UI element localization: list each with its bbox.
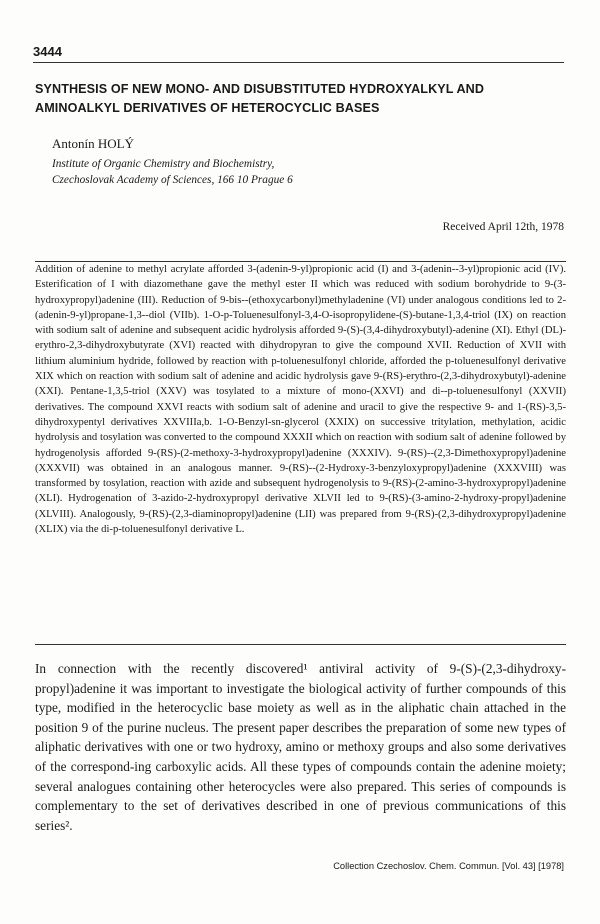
affiliation [52,156,293,188]
article-title: SYNTHESIS OF NEW MONO- AND DISUBSTITUTED HYDROXYALKYL AND AMINOALKYL DERIVATIVES OF HETEROCYCLIC BASES [35,82,485,115]
affiliation-line: Czechoslovak Academy of Sciences, 166 10 Prague 6 [52,174,293,186]
abstract-section [35,261,566,645]
body-paragraph: In connection with the recently discovered¹ antiviral activity of 9-(S)-(2,3-dihydroxy-propyl)adenine it was important to investigate the biological activity of further compounds of this type, modified in the heterocyclic base moiety as well as in the aliphatic chain attached in the position 9 of the purine nucleus. The present paper describes the preparation of some new types of aliphatic derivatives with one or two hydroxy, amino or methoxy groups and also some derivatives of the correspond-ing carboxylic acids. All these types of compounds contain the adenine moiety; several analogues containing other heterocycles were also prepared. This series of compounds is complementary to the set of derivatives described in one of previous communications of this series². [35,661,566,833]
received-date: Received April 12th, 1978 [442,221,564,233]
abstract-text: Addition of adenine to methyl acrylate afforded 3-(adenin-9-yl)propionic acid (I) and 3-(adenin--3-yl)propionic acid (IV). Esterification of I with diazomethane gave the methyl ester II which was reduced with sodium borohydride to 9-(3-hydroxypropyl)adenine (III). Reduction of 9-bis--(ethoxycarbonyl)methyladenine (VI) under analogous conditions led to 2-(adenin-9-yl)propane-1,3--diol (VIIb). 1-O-p-Toluenesulfonyl-3,4-O-isopropylidene-(S)-butane-1,3,4-triol (IX) on reaction with sodium salt of adenine and subsequent acidic hydrolysis afforded 9-(S)-(3,4-dihydroxybutyl)-adenine (XI). Ethyl (DL)-erythro-2,3-dihydroxybutyrate (XVI) reacted with dihydropyran to give the compound XVII. Reduction of XVII with lithium aluminium hydride, followed by reaction with p-toluenesulfonyl chloride, afforded the p-toluenesulfonyl derivative XIX which on reaction with sodium salt of adenine and acidic hydrolysis gave 9-(RS)-erythro-(2,3-dihydroxybutyl)-adenine (XXI). Pentane-1,3,5-triol (XXV) was tosylated to a mixture of mono-(XXVI) and di--p-toluenesulfonyl (XXVII) derivatives. The compound XXVI reacts with sodium salt of adenine and uracil to give the respective 9- and 1-(RS)-3,5-dihydroxypentyl derivatives XXVIIIa,b. 1-O-Benzyl-sn-glycerol (XXIX) on successive tritylation, methylation, acidic hydrolysis and tosylation was converted to the compound XXXII which on reaction with sodium salt of adenine followed by hydrogenolysis afforded 9-(RS)-(2-methoxy-3-hydroxypropyl)adenine (XXXIV). 9-(RS)--(2,3-Dimethoxypropyl)adenine (XXXVII) was obtained in an analogous manner. 9-(RS)--(2-Hydroxy-3-benzyloxypropyl)adenine (XXXVIII) was transformed by tosylation, reaction with azide and subsequent hydrogenolysis to 9-(RS)-(2-amino-3-hydroxypropyl)adenine (XLI). Hydrogenation of 3-azido-2-hydroxypropyl derivative XLVII led to 9-(RS)-(3-amino-2-hydroxy-propyl)adenine (XLVIII). Analogously, 9-(RS)-(2,3-diaminopropyl)adenine (LII) was prepared from 9-(RS)-(2,3-dihydroxypropyl)adenine (XLIX) via the di-p-toluenesulfonyl derivative L. [35,264,566,536]
journal-footer: Collection Czechoslov. Chem. Commun. [Vol. 43] [1978] [333,861,564,871]
author-name: Antonín HOLÝ [52,136,134,151]
page-number: 3444 [33,44,62,59]
header-rule [33,62,564,63]
affiliation-line: Institute of Organic Chemistry and Biochemistry, [52,158,275,170]
